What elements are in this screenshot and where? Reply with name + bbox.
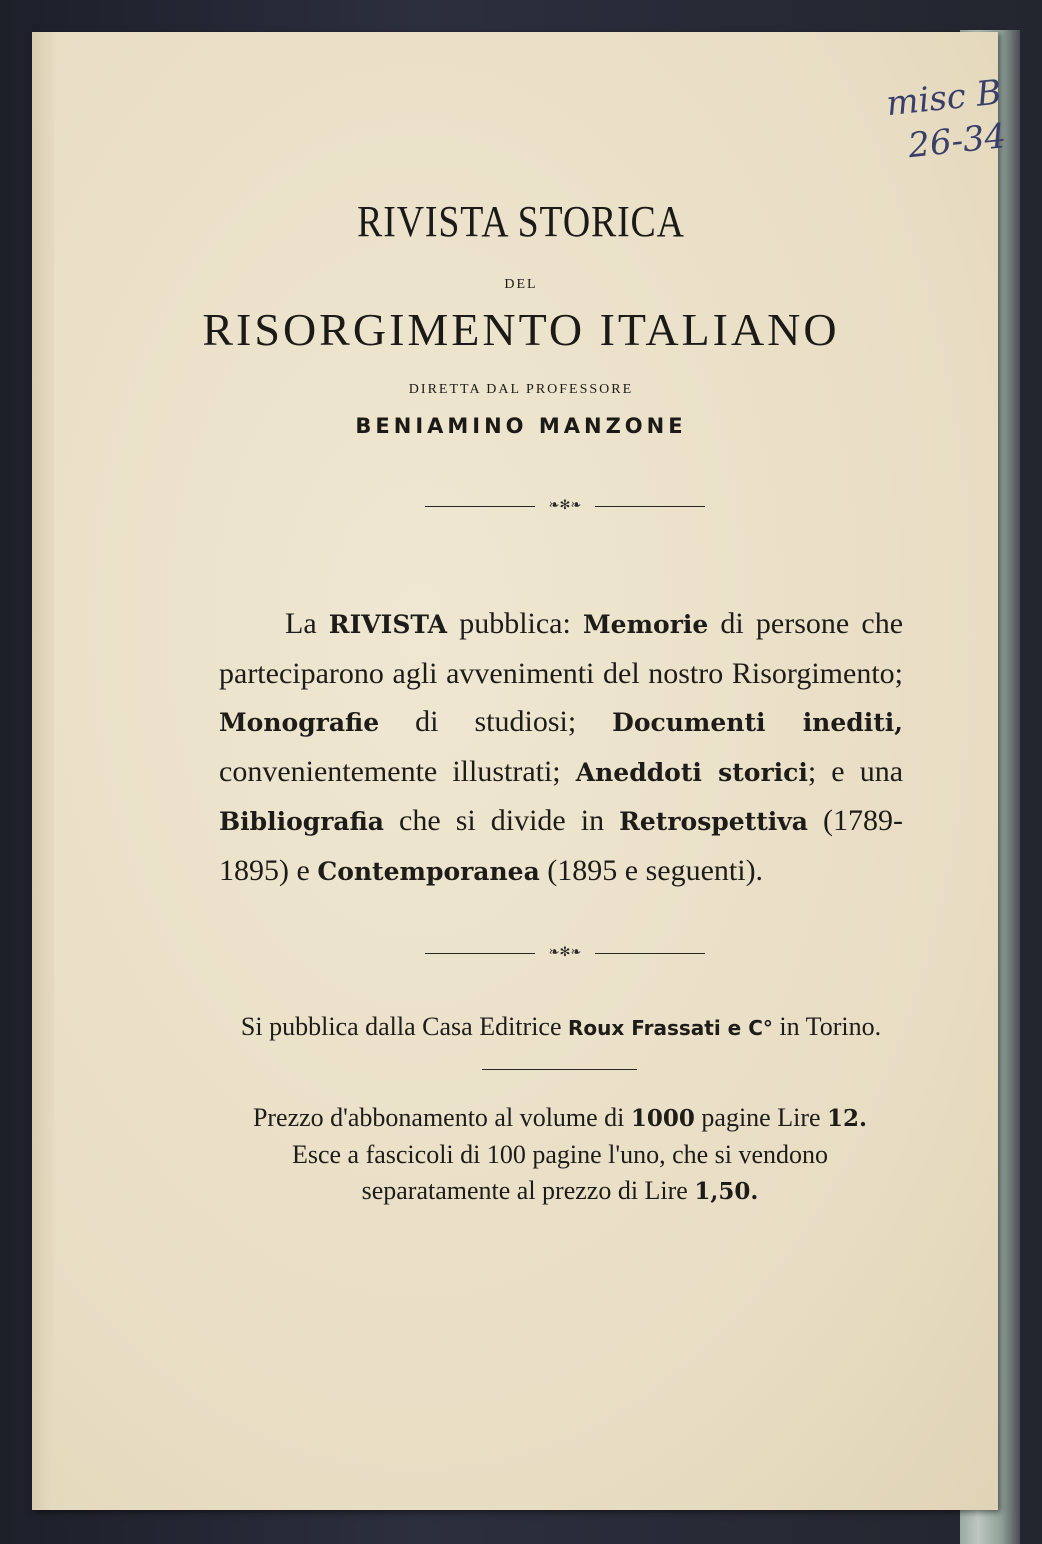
term-contemporanea: Contemporanea	[317, 856, 540, 886]
ornament-icon: ❧✻❧	[548, 498, 582, 513]
pricing-block	[200, 1100, 920, 1210]
term-bibliografia: Bibliografia	[219, 807, 385, 836]
ornamental-divider-bottom	[425, 944, 705, 964]
term-documenti: Documenti inediti,	[612, 708, 903, 737]
editor-label: DIRETTA DAL PROFESSORE	[408, 382, 634, 397]
publisher-line: Si pubblica dalla Casa Editrice Roux Frassati e C° in Torino.	[240, 1012, 882, 1041]
shelfmark-line-2: 26-34	[906, 116, 1008, 167]
ornament-icon: ❧✻❧	[548, 945, 582, 960]
title-connector: DEL	[504, 277, 538, 292]
journal-title: RIVISTA STORICA	[357, 197, 685, 246]
editor-name: BENIAMINO MANZONE	[355, 414, 687, 438]
issue-price: 1,50.	[694, 1178, 759, 1205]
term-monografie: Monografie	[219, 708, 380, 737]
term-memorie: Memorie	[583, 610, 709, 639]
subscription-price: 12.	[827, 1105, 868, 1132]
handwritten-shelfmark	[850, 70, 1008, 173]
description-paragraph: La RIVISTA pubblica: Memorie di persone che parteciparono agli avvenimenti del nostro Risorgimento; Monografie di studiosi; Documenti inediti, convenientemente illustrati; Aneddoti storici; e una Bibliografia che si divide in Retrospettiva (1789-1895) e Contemporanea (1895 e seguenti).	[219, 607, 904, 887]
shelfmark-line-1: misc B	[884, 72, 1004, 125]
term-rivista: RIVISTA	[328, 610, 448, 639]
issue-price-line: separatamente al prezzo di Lire 1,50.	[361, 1176, 759, 1205]
ornamental-divider-top	[425, 497, 705, 517]
title-block	[0, 170, 1042, 438]
term-aneddoti: Aneddoti storici	[575, 757, 808, 787]
publisher-name: Roux Frassati e C°	[568, 1016, 773, 1040]
page-count: 1000	[630, 1105, 695, 1132]
subscription-price-line: Prezzo d'abbonamento al volume di 1000 pagine Lire 12.	[252, 1103, 868, 1132]
journal-subtitle: RISORGIMENTO ITALIANO	[202, 304, 840, 355]
term-retrospettiva: Retrospettiva	[619, 807, 808, 836]
issue-info-line: Esce a fascicoli di 100 pagine l'uno, che si vendono	[291, 1140, 829, 1169]
short-rule	[482, 1069, 637, 1070]
